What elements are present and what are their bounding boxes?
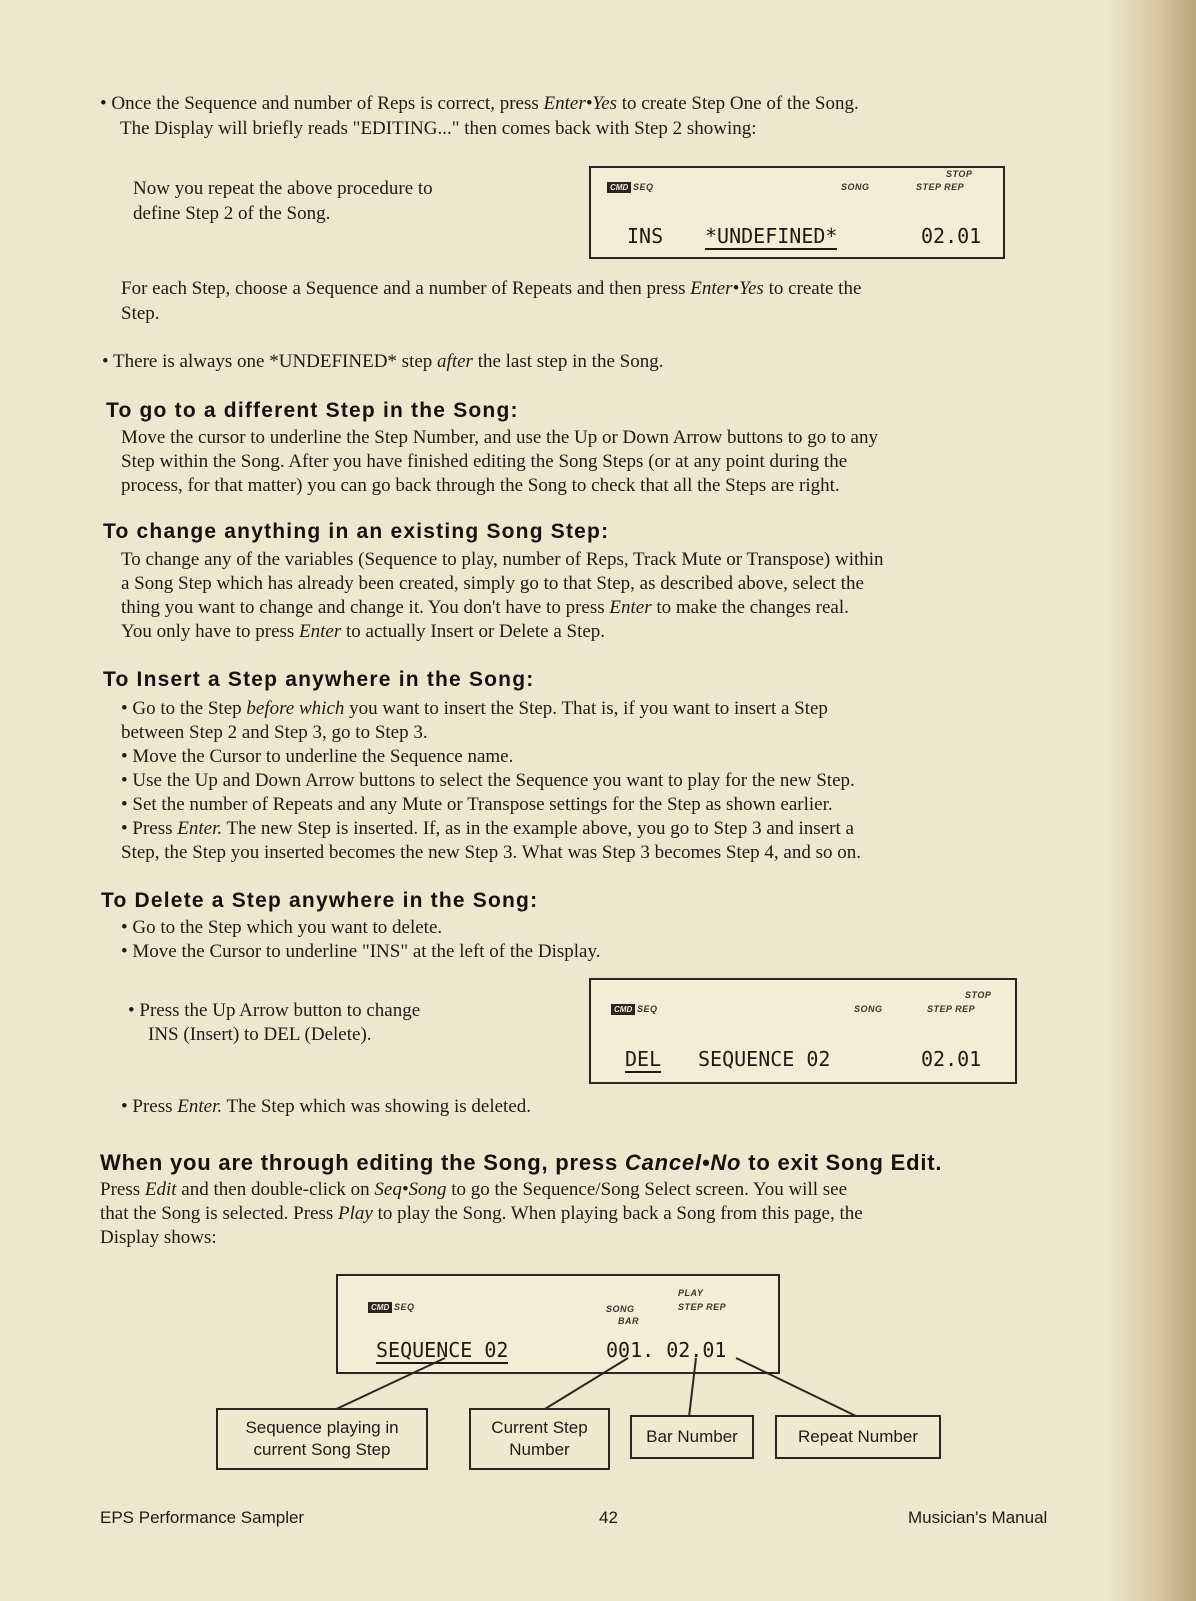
seq-indicator: SEQ: [637, 1004, 658, 1014]
connector-bar: [689, 1358, 696, 1417]
sequence-name-field: SEQUENCE 02: [698, 1047, 831, 1071]
heading-go-to-step: To go to a different Step in the Song:: [106, 399, 519, 422]
ins-field: INS: [627, 224, 664, 248]
up-arrow-text-2: INS (Insert) to DEL (Delete).: [148, 1024, 372, 1045]
up-arrow-text-1: • Press the Up Arrow button to change: [128, 1000, 421, 1021]
press-enter-delete: • Press Enter. The Step which was showing is deleted.: [121, 1096, 532, 1117]
bar-step-rep-value: 001. 02.01: [606, 1338, 727, 1362]
page-number: 42: [599, 1508, 618, 1527]
step-rep-indicator: STEP REP: [916, 182, 965, 192]
insert-line-1: • Go to the Step before which you want to insert the Step. That is, if you want to insert a Step: [121, 698, 828, 719]
callout-step-line-2: Number: [509, 1440, 570, 1459]
intro-line-2: The Display will briefly reads "EDITING..." then comes back with Step 2 showing:: [120, 118, 757, 139]
undefined-note: • There is always one *UNDEFINED* step after the last step in the Song.: [102, 351, 664, 372]
through-line-3: Display shows:: [100, 1227, 217, 1248]
step-rep-indicator: STEP REP: [678, 1302, 727, 1312]
connector-step: [540, 1358, 628, 1412]
heading-change-step: To change anything in an existing Song Step:: [103, 520, 610, 543]
delete-line-2: • Move the Cursor to underline "INS" at the left of the Display.: [121, 941, 601, 962]
callout-current-step: [469, 1408, 610, 1470]
step-rep-value: 02.01: [921, 224, 982, 248]
callout-sequence-line-1: Sequence playing in: [245, 1418, 399, 1437]
connector-repeat: [736, 1358, 858, 1417]
song-indicator: SONG: [854, 1004, 883, 1014]
stop-indicator: STOP: [946, 169, 973, 179]
through-line-2: that the Song is selected. Press Play to play the Song. When playing back a Song from this page, the: [100, 1203, 863, 1224]
callout-sequence-line-2: current Song Step: [253, 1440, 391, 1459]
seq-indicator: SEQ: [633, 182, 654, 192]
step-rep-value: 02.01: [921, 1047, 982, 1071]
stop-indicator: STOP: [965, 990, 992, 1000]
delete-line-1: • Go to the Step which you want to delete.: [121, 917, 443, 938]
each-step-line-2: Step.: [121, 303, 160, 324]
through-line-1: Press Edit and then double-click on Seq•Song to go the Sequence/Song Select screen. You will see: [100, 1179, 848, 1200]
goto-line-2: Step within the Song. After you have finished editing the Song Steps (or at any point during the: [121, 451, 848, 472]
intro-line-1: • Once the Sequence and number of Reps is correct, press Enter•Yes to create Step One of the Song.: [100, 93, 859, 114]
goto-line-3: process, for that matter) you can go back through the Song to check that all the Steps are right.: [121, 475, 840, 496]
footer-title: EPS Performance Sampler: [100, 1508, 305, 1527]
callout-step-line-1: Current Step: [491, 1418, 588, 1437]
change-line-1: To change any of the variables (Sequence to play, number of Reps, Track Mute or Transpose) within: [121, 549, 884, 570]
sequence-name-field: *UNDEFINED*: [705, 224, 838, 248]
footer-manual: Musician's Manual: [908, 1508, 1048, 1527]
song-indicator: SONG: [606, 1304, 635, 1314]
callout-repeat-number: Repeat Number: [775, 1415, 941, 1459]
play-indicator: PLAY: [678, 1288, 704, 1298]
insert-line-7: Step, the Step you inserted becomes the new Step 3. What was Step 3 becomes Step 4, and so on.: [121, 842, 861, 863]
goto-line-1: Move the cursor to underline the Step Number, and use the Up or Down Arrow buttons to go to any: [121, 427, 878, 448]
sequence-name-field: SEQUENCE 02: [376, 1338, 509, 1362]
callout-bar-number: Bar Number: [630, 1415, 754, 1459]
insert-line-2: between Step 2 and Step 3, go to Step 3.: [121, 722, 428, 743]
repeat-text-1: Now you repeat the above procedure to: [133, 178, 433, 199]
connector-sequence: [330, 1358, 445, 1412]
insert-line-6: • Press Enter. The new Step is inserted. If, as in the example above, you go to Step 3 and insert a: [121, 818, 854, 839]
insert-line-5: • Set the number of Repeats and any Mute or Transpose settings for the Step as shown earlier.: [121, 794, 833, 815]
heading-exit-song-edit: When you are through editing the Song, press Cancel•No to exit Song Edit.: [100, 1150, 943, 1175]
each-step-line-1: For each Step, choose a Sequence and a number of Repeats and then press Enter•Yes to create the: [121, 278, 862, 299]
callout-sequence-playing: [216, 1408, 428, 1470]
change-line-2: a Song Step which has already been created, simply go to that Step, as described above, select the: [121, 573, 864, 594]
cmd-indicator: CMD: [368, 1302, 392, 1313]
seq-indicator: SEQ: [394, 1302, 415, 1312]
cmd-indicator: CMD: [607, 182, 631, 193]
change-line-4: You only have to press Enter to actually Insert or Delete a Step.: [121, 621, 606, 642]
del-field: DEL: [625, 1047, 662, 1071]
heading-insert-step: To Insert a Step anywhere in the Song:: [103, 668, 535, 691]
bar-indicator: BAR: [618, 1316, 639, 1326]
insert-line-4: • Use the Up and Down Arrow buttons to select the Sequence you want to play for the new Step.: [121, 770, 855, 791]
heading-delete-step: To Delete a Step anywhere in the Song:: [101, 889, 539, 912]
insert-line-3: • Move the Cursor to underline the Sequence name.: [121, 746, 514, 767]
song-indicator: SONG: [841, 182, 870, 192]
cmd-indicator: CMD: [611, 1004, 635, 1015]
repeat-text-2: define Step 2 of the Song.: [133, 203, 331, 224]
step-rep-indicator: STEP REP: [927, 1004, 976, 1014]
change-line-3: thing you want to change and change it. You don't have to press Enter to make the changes real.: [121, 597, 849, 618]
